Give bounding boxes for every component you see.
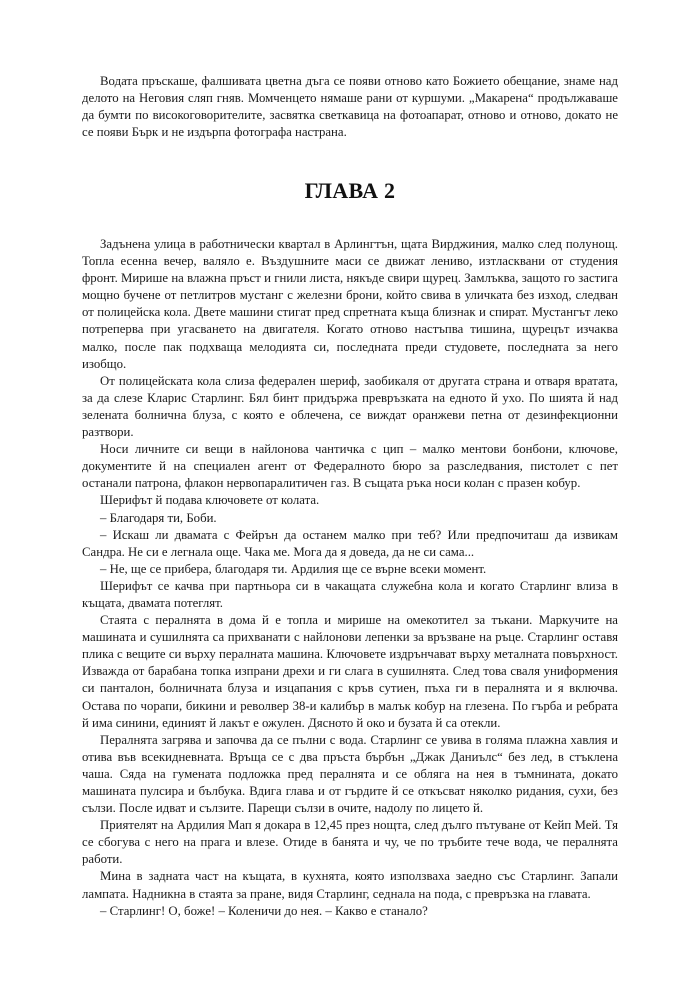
dialogue-line: – Старлинг! О, боже! – Коленичи до нея. – Какво е станало? (100, 903, 428, 918)
paragraph: Пералнята загрява и започва да се пълни с вода. Старлинг се увива в голяма плажна хавлия и отива във всекидневната. Връща се с два пръста бърбън „Джак Даниълс“ без лед, в стъклена чаша. Сяда на гумената подложка пред пералнята и се обляга на нея в тъмнината, докато машината пулсира и бълбука. Вдига глава и от гърдите й се откъсват няколко ридания, сухи, без сълзи. После идват и сълзите. Парещи сълзи в очите, надолу по лицето й. (82, 732, 618, 816)
intro-text (82, 73, 618, 141)
paragraph: Носи личните си вещи в найлонова чантичка с цип – малко ментови бонбони, ключове, документите й на специален агент от Федералното бюро за разследвания, пистолет с пет останали патрона, флакон нервопаралитичен газ. В същата ръка носи колан с празен кобур. (82, 442, 618, 491)
paragraph: Шерифът се качва при партньора си в чакащата служебна кола и когато Старлинг влиза в къщата, двамата потеглят. (82, 578, 618, 610)
paragraph: Водата пръскаше, фалшивата цветна дъга се появи отново като Божието обещание, знаме над делото на Неговия сляп гняв. Момченцето нямаше рани от куршуми. „Макарена“ продължаваше да бумти по високоговорителите, засвятка светкавица на фотоапарат, отново и отново, докато не се появи Бърк и не издърпа фотографа настрана. (82, 74, 618, 140)
chapter-title: ГЛАВА 2 (304, 178, 396, 203)
paragraph: Мина в задната част на къщата, в кухнята, която използваха заедно със Старлинг. Запали лампата. Надникна в стаята за пране, видя Старлинг, седнала на пода, с превръзка на главата. (82, 869, 618, 901)
chapter-body (82, 236, 618, 920)
dialogue-line: – Искаш ли двамата с Фейрън да останем малко при теб? Или предпочиташ да извикам Сандра. Не си е легнала още. Чака ме. Мога да я доведа, да не си сама... (82, 527, 618, 559)
dialogue-line: – Не, ще се прибера, благодаря ти. Ардилия ще се върне всеки момент. (100, 561, 487, 576)
paragraph: Шерифът й подава ключовете от колата. (100, 493, 320, 508)
paragraph: Стаята с пералнята в дома й е топла и мирише на омекотител за тъкани. Маркучите на машината и сушилнята са прихванати с найлонови лепенки за връзване на ръце. Старлинг оставя плика с вещите си върху пералната машина. Ключовете издрънчават върху металната повърхност. Изважда от барабана топка изпрани дрехи и ги слага в сушилнята. След това сваля униформения си панталон, болничната блуза и изцапания с кръв сутиен, пъха ги в пералнята и я включва. Остава по чорапи, бикини и револвер 38-и калибър в малък кобур на глезена. По гърба и ребрата й има синини, единият й лакът е ожулен. Дясното й око и бузата й са отекли. (82, 613, 618, 730)
paragraph: От полицейската кола слиза федерален шериф, заобикаля от другата страна и отваря вратата, за да слезе Кларис Старлинг. Бял бинт придържа превръзката на едното й ухо. По шията й над зелената болнична блуза, с която е облечена, се виждат оранжеви петна от дезинфекционни разтвори. (82, 373, 618, 440)
paragraph: Задънена улица в работнически квартал в Арлингтън, щата Вирджиния, малко след полунощ. Топла есенна вечер, валяло е. Въздушните маси се движат лениво, изтласквани от студения фронт. Мирише на влажна пръст и гнили листа, някъде свири щурец. Замлъква, защото го застига мощно бучене от петлитров мустанг с железни брони, който свива в уличката без изход, следван от полицейска кола. Двете машини стигат пред спретната къща близнак и спират. Мустангът леко потреперва при угасването на двигателя. Когато отново настъпва тишина, щурецът изчаква малко, после пак подхваща мелодията си, последната преди студовете, последната за него изобщо. (82, 237, 618, 371)
dialogue-line: – Благодаря ти, Боби. (100, 510, 217, 525)
paragraph: Приятелят на Ардилия Мап я докара в 12,45 през нощта, след дълго пътуване от Кейп Мей. Тя се сбогува с него на прага и влезе. Отиде в банята и чу, че по тръбите тече вода, че пералнята работи. (82, 818, 618, 867)
